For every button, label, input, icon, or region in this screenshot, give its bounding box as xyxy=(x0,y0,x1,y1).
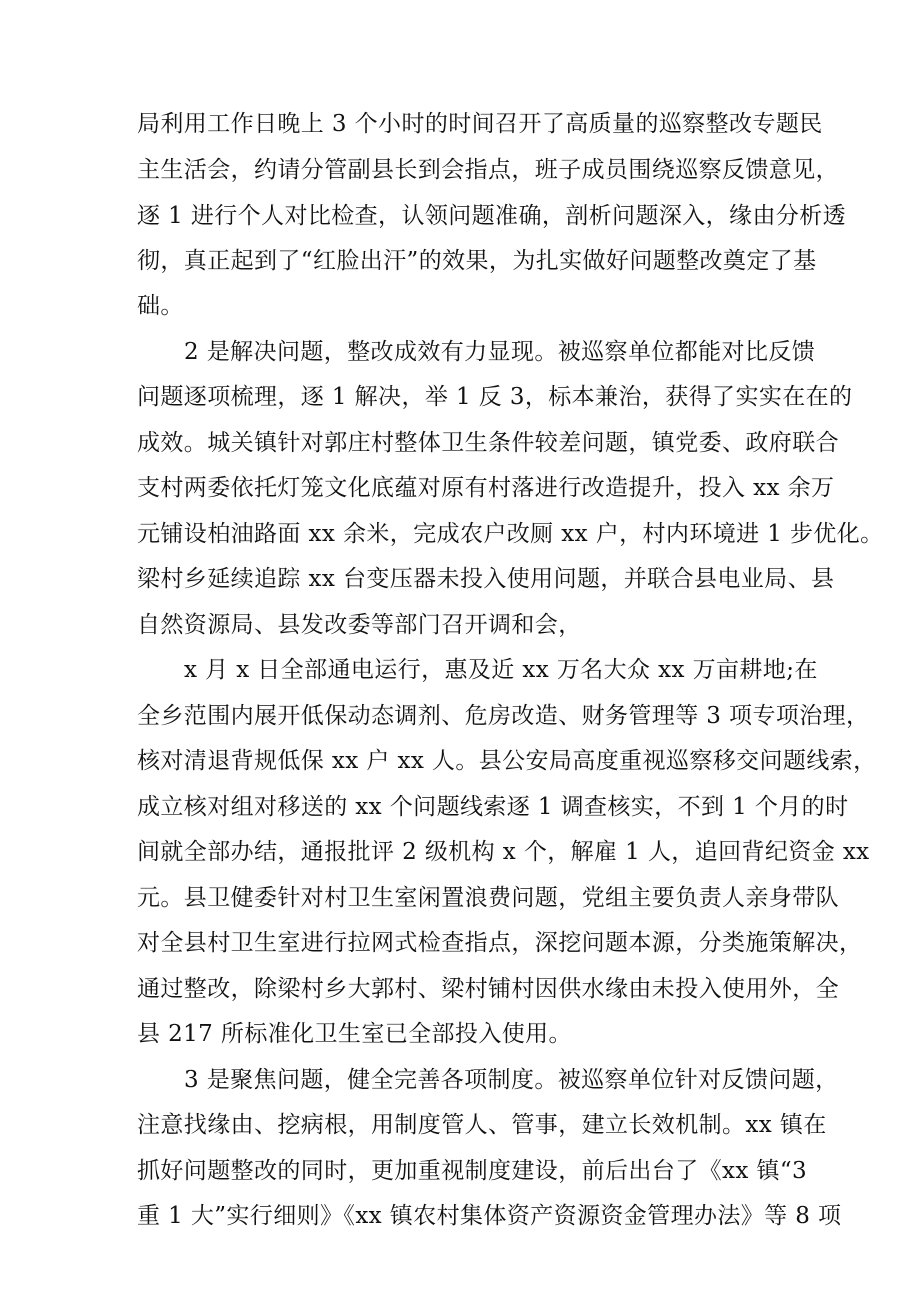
text-line: 抓好问题整改的同时，更加重视制度建设，前后出台了《xx 镇“3 xyxy=(137,1158,808,1184)
text-line: 梁村乡延续追踪 xx 台变压器未投入使用问题，并联合县电业局、县 xyxy=(137,566,835,592)
text-line: 逐 1 进行个人对比检查，认领问题准确，剖析问题深入，缘由分析透 xyxy=(137,203,847,229)
text-line: 通过整改，除梁村乡大郭村、梁村铺村因供水缘由未投入使用外，全 xyxy=(137,976,839,1002)
text-line: 局利用工作日晚上 3 个小时的时间召开了高质量的巡察整改专题民 xyxy=(137,111,823,137)
text-line: 支村两委依托灯笼文化底蕴对原有村落进行改造提升，投入 xx 余万 xyxy=(137,475,835,501)
text-line: 注意找缘由、挖病根，用制度管人、管事，建立长效机制。xx 镇在 xyxy=(137,1112,827,1138)
text-line: 彻，真正起到了“红脸出汗”的效果，为扎实做好问题整改奠定了基 xyxy=(137,248,817,274)
text-line: 全乡范围内展开低保动态调剂、危房改造、财务管理等 3 项专项治理， xyxy=(137,703,870,729)
text-line: 问题逐项梳理，逐 1 解决，举 1 反 3，标本兼治，获得了实实在在的 xyxy=(137,384,853,410)
text-line: 对全县村卫生室进行拉网式检查指点，深挖问题本源，分类施策解决， xyxy=(137,930,863,956)
paragraph-start-line: 3 是聚焦问题，健全完善各项制度。被巡察单位针对反馈问题， xyxy=(184,1067,839,1093)
text-line: 重 1 大”实行细则》《xx 镇农村集体资产资源资金管理办法》等 8 项 xyxy=(137,1203,842,1229)
text-line: 自然资源局、县发改委等部门召开调和会， xyxy=(137,612,582,638)
text-line: 成效。城关镇针对郭庄村整体卫生条件较差问题，镇党委、政府联合 xyxy=(137,430,839,456)
text-line: 间就全部办结，通报批评 2 级机构 x 个，解雇 1 人，追回背纪资金 xx xyxy=(137,839,870,865)
paragraph-start-line: 2 是解决问题，整改成效有力显现。被巡察单位都能对比反馈 xyxy=(184,339,816,365)
text-line: 元。县卫健委针对村卫生室闲置浪费问题，党组主要负责人亲身带队 xyxy=(137,885,839,911)
paragraph-start-line: x 月 x 日全部通电运行，惠及近 xx 万名大众 xx 万亩耕地;在 xyxy=(184,657,818,683)
text-line: 成立核对组对移送的 xx 个问题线索逐 1 调查核实，不到 1 个月的时 xyxy=(137,794,849,820)
text-line: 主生活会，约请分管副县长到会指点，班子成员围绕巡察反馈意见， xyxy=(137,157,839,183)
text-line: 础。 xyxy=(137,293,184,319)
text-line: 元铺设柏油路面 xx 余米，完成农户改厕 xx 户，村内环境进 1 步优化。 xyxy=(137,521,884,547)
text-line: 核对清退背规低保 xx 户 xx 人。县公安局高度重视巡察移交问题线索， xyxy=(137,748,877,774)
text-line: 县 217 所标准化卫生室已全部投入使用。 xyxy=(137,1021,572,1047)
